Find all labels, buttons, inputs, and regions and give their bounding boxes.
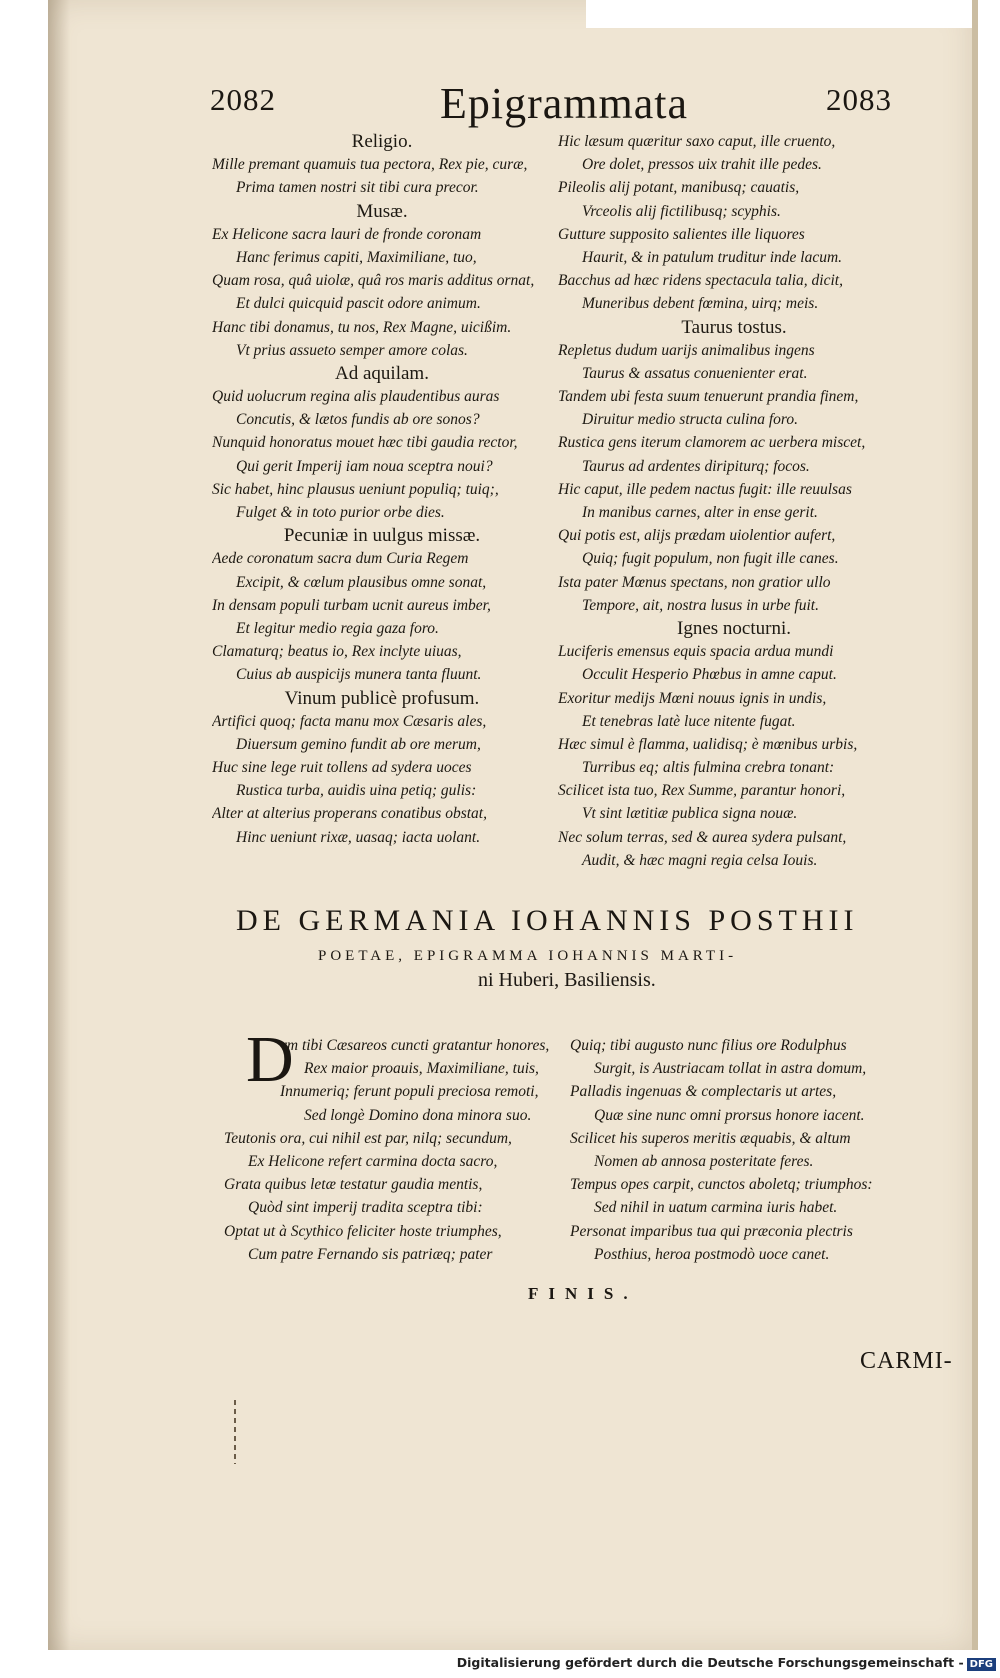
verse-line: Scilicet ista tuo, Rex Summe, parantur honori,	[558, 782, 846, 800]
dfg-logo: DFG	[967, 1658, 996, 1671]
verse-line: Hic caput, ille pedem nactus fugit: ille reuulsas	[558, 480, 852, 498]
verse-line: Taurus & assatus conuenienter erat.	[582, 364, 808, 382]
verse-line: Diruitur medio structa culina foro.	[582, 411, 798, 429]
verse-line: Haurit, & in patulum truditur inde lacum.	[582, 248, 843, 266]
verse-line: Vt sint lætitiæ publica signa nouæ.	[582, 805, 798, 823]
section-subtitle: POETAE, EPIGRAMMA IOHANNIS MARTI-	[318, 948, 738, 964]
verse-line: Qui potis est, alijs prædam uiolentior aufert,	[558, 527, 836, 545]
verse-line: Repletus dudum uarijs animalibus ingens	[558, 341, 815, 359]
verse-line: Palladis ingenuas & complectaris ut artes,	[570, 1083, 837, 1101]
poem-title: Ignes nocturni.	[677, 617, 791, 639]
verse-line: Optat ut à Scythico feliciter hoste triumphes,	[224, 1222, 502, 1240]
page-top-cut	[586, 0, 972, 28]
poem-title: Musæ.	[356, 200, 408, 222]
verse-line: Cuius ab auspicijs munera tanta fluunt.	[236, 666, 482, 684]
verse-line: Turribus eq; altis fulmina crebra tonant:	[582, 759, 835, 777]
poem-title: Vinum publicè profusum.	[284, 687, 480, 709]
verse-line: Exoritur medijs Mœni nouus ignis in undis,	[558, 689, 827, 707]
verse-line: In manibus carnes, alter in ense gerit.	[582, 504, 818, 521]
verse-line: Quam rosa, quâ uiolæ, quâ ros maris additus ornat,	[212, 272, 535, 290]
verse-line: Vrceolis alij fictilibusq; scyphis.	[582, 202, 781, 220]
verse-line: Excipit, & cœlum plausibus omne sonat,	[236, 573, 487, 591]
verse-line: Innumeriq; ferunt populi preciosa remoti,	[280, 1083, 539, 1101]
verse-line: Hinc ueniunt rixæ, uasaq; iacta uolant.	[236, 828, 481, 846]
verse-line: Audit, & hæc magni regia celsa Iouis.	[582, 851, 818, 869]
right-column	[558, 130, 910, 872]
verse-line: Scilicet his superos meritis æquabis, & altum	[570, 1129, 851, 1147]
verse-line: Taurus ad ardentes diripiturq; focos.	[582, 457, 810, 475]
verse-line: Qui gerit Imperij iam noua sceptra noui?	[236, 457, 493, 475]
verse-line: Hanc tibi donamus, tu nos, Rex Magne, uicißim.	[212, 318, 512, 336]
verse-line: Diuersum gemino fundit ab ore merum,	[236, 735, 481, 753]
verse-line: Quòd sint imperij tradita sceptra tibi:	[248, 1199, 483, 1217]
poem-title: Taurus tostus.	[681, 316, 787, 338]
verse-line: Huc sine lege ruit tollens ad sydera uoces	[212, 759, 472, 777]
verse-line: Rex maior proauis, Maximiliane, tuis,	[304, 1060, 539, 1078]
poem-title: Pecuniæ in uulgus missæ.	[283, 525, 481, 547]
catchword: CARMI-	[860, 1348, 953, 1374]
bottom-right-column	[570, 1034, 910, 1266]
verse-line: Alter at alterius properans conatibus obstat,	[212, 805, 487, 823]
page-number-right: 2083	[826, 82, 892, 117]
verse-line: Gutture supposito salientes ille liquores	[558, 225, 805, 243]
verse-line: Hic læsum quæritur saxo caput, ille cruento,	[558, 133, 836, 150]
verse-line: Quid uolucrum regina alis plaudentibus auras	[212, 388, 500, 406]
finis-mark: FINIS.	[528, 1284, 638, 1303]
verse-line: Et tenebras latè luce nitente fugat.	[582, 712, 796, 730]
left-column	[212, 130, 552, 849]
verse-line: Teutonis ora, cui nihil est par, nilq; secundum,	[224, 1129, 512, 1147]
verse-line: Hanc ferimus capiti, Maximiliane, tuo,	[236, 248, 477, 266]
verse-line: Bacchus ad hæc ridens spectacula talia, dicit,	[558, 272, 843, 290]
verse-line: Fulget & in toto purior orbe dies.	[236, 504, 445, 521]
verse-line: vm tibi Cæsareos cuncti gratantur honores,	[280, 1037, 550, 1054]
page-number-left: 2082	[210, 82, 276, 117]
verse-line: Artifici quoq; facta manu mox Cæsaris ales,	[212, 712, 487, 730]
verse-line: Sic habet, hinc plausus ueniunt populiq; tuiq;,	[212, 480, 499, 498]
verse-line: Vt prius assueto semper amore colas.	[236, 341, 468, 359]
verse-line: Ore dolet, pressos uix trahit ille pedes.	[582, 156, 822, 174]
verse-line: Sed nihil in uatum carmina iuris habet.	[594, 1199, 838, 1217]
verse-line: Aede coronatum sacra dum Curia Regem	[212, 550, 469, 568]
verse-line: Personat imparibus tua qui præconia plectris	[570, 1222, 853, 1240]
verse-line: Prima tamen nostri sit tibi cura precor.	[236, 179, 479, 197]
verse-line: Concutis, & lætos fundis ab ore sonos?	[236, 411, 480, 429]
drop-cap: D	[246, 1023, 294, 1096]
verse-line: Grata quibus letæ testatur gaudia mentis,	[224, 1176, 483, 1194]
running-head: Epigrammata	[440, 79, 689, 128]
margin-mark	[234, 1400, 236, 1464]
section-title: DE GERMANIA IOHANNIS POSTHII	[236, 904, 859, 937]
verse-line: Nec solum terras, sed & aurea sydera pulsant,	[558, 828, 847, 846]
page-edge	[972, 0, 978, 1650]
verse-line: Tempore, ait, nostra lusus in urbe fuit.	[582, 596, 819, 614]
verse-line: Ista pater Mœnus spectans, non gratior ullo	[558, 573, 831, 591]
section-subtitle-continued: ni Huberi, Basiliensis.	[478, 969, 656, 991]
verse-line: Tempus opes carpit, cunctos aboletq; triumphos:	[570, 1176, 873, 1194]
verse-line: Posthius, heroa postmodò uoce canet.	[594, 1245, 830, 1263]
binding-shadow	[48, 0, 70, 1650]
verse-line: Clamaturq; beatus io, Rex inclyte uiuas,	[212, 643, 462, 661]
verse-line: In densam populi turbam ucnit aureus imber,	[212, 596, 491, 614]
verse-line: Quæ sine nunc omni prorsus honore iacent.	[594, 1106, 865, 1124]
verse-line: Hæc simul è flamma, ualidisq; è mœnibus urbis,	[558, 735, 858, 753]
verse-line: Rustica gens iterum clamorem ac uerbera miscet,	[558, 434, 866, 452]
verse-line: Quiq; fugit populum, non fugit ille canes.	[582, 550, 839, 568]
verse-line: Ex Helicone sacra lauri de fronde coronam	[212, 225, 482, 243]
verse-line: Et legitur medio regia gaza foro.	[236, 619, 439, 637]
verse-line: Mille premant quamuis tua pectora, Rex pie, curæ,	[212, 156, 528, 174]
bottom-left-column	[224, 1023, 564, 1266]
verse-line: Tandem ubi festa suum tenuerunt prandia finem,	[558, 388, 859, 406]
verse-line: Quiq; tibi augusto nunc filius ore Rodulphus	[570, 1037, 847, 1054]
poem-title: Religio.	[351, 131, 413, 152]
verse-line: Occulit Hesperio Phœbus in amne caput.	[582, 666, 837, 684]
verse-line: Et dulci quicquid pascit odore animum.	[236, 295, 481, 313]
verse-line: Cum patre Fernando sis patriæq; pater	[248, 1245, 493, 1263]
credit-text: Digitalisierung gefördert durch die Deutsche Forschungsgemeinschaft -	[456, 1655, 964, 1670]
verse-line: Rustica turba, auidis uina petiq; gulis:	[236, 782, 477, 800]
verse-line: Pileolis alij potant, manibusq; cauatis,	[558, 179, 800, 197]
verse-line: Ex Helicone refert carmina docta sacro,	[248, 1152, 498, 1170]
digitization-credit	[0, 1655, 996, 1671]
verse-line: Surgit, is Austriacam tollat in astra domum,	[594, 1060, 867, 1078]
poem-title: Ad aquilam.	[335, 362, 429, 384]
verse-line: Sed longè Domino dona minora suo.	[304, 1106, 532, 1124]
verse-line: Muneribus debent fœmina, uirq; meis.	[582, 295, 819, 313]
verse-line: Nomen ab annosa posteritate feres.	[594, 1152, 814, 1170]
verse-line: Nunquid honoratus mouet hæc tibi gaudia rector,	[212, 434, 518, 452]
verse-line: Luciferis emensus equis spacia ardua mundi	[558, 643, 834, 661]
